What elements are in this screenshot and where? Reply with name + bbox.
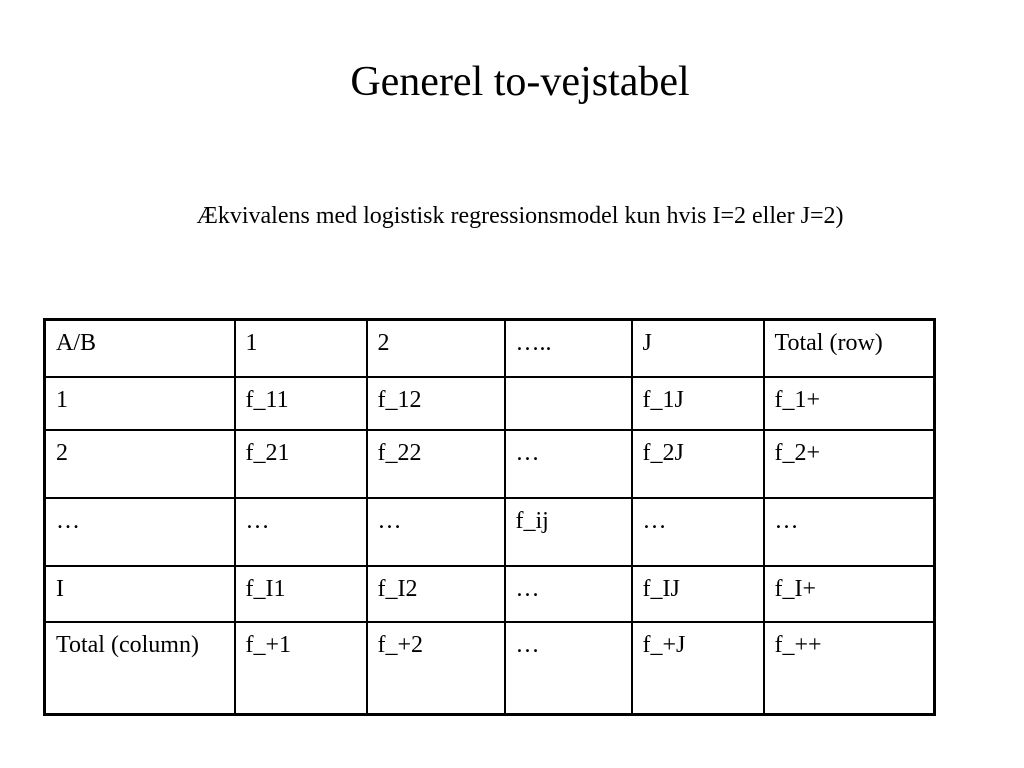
slide-title: Generel to-vejstabel [350,59,690,105]
table-cell: f_1+ [764,377,935,430]
table-cell: f_+1 [235,622,367,715]
table-row [45,430,935,498]
table-cell [505,377,632,430]
slide-subtitle: Ækvivalens med logistisk regressionsmodel kun hvis I=2 eller J=2) [196,203,844,229]
table-row [45,377,935,430]
table-cell: f_12 [367,377,505,430]
table-cell: f_I+ [764,566,935,622]
table-row [45,498,935,566]
table-cell: 2 [367,320,505,378]
table-cell: Total (column) [45,622,235,715]
table-cell: … [367,498,505,566]
table-cell: f_IJ [632,566,764,622]
table-cell: … [764,498,935,566]
table-cell: … [505,430,632,498]
table-cell: ….. [505,320,632,378]
table-header-row [45,320,935,378]
table-cell: A/B [45,320,235,378]
table-cell: f_11 [235,377,367,430]
table-cell: … [235,498,367,566]
table-cell: f_21 [235,430,367,498]
table-cell: I [45,566,235,622]
table-cell: Total (row) [764,320,935,378]
table-cell: … [45,498,235,566]
table-cell: f_I1 [235,566,367,622]
table-cell: f_22 [367,430,505,498]
table-cell: f_1J [632,377,764,430]
table-cell: … [632,498,764,566]
table-cell: 2 [45,430,235,498]
two-way-table [43,318,936,716]
table-cell: f_+J [632,622,764,715]
table-cell: … [505,566,632,622]
table-cell: 1 [235,320,367,378]
table-total-row [45,622,935,715]
table-cell: f_ij [505,498,632,566]
table-cell: f_I2 [367,566,505,622]
table-cell: f_+2 [367,622,505,715]
table-cell: f_++ [764,622,935,715]
table-cell: … [505,622,632,715]
table-cell: f_2J [632,430,764,498]
table-cell: 1 [45,377,235,430]
table-row [45,566,935,622]
table-cell: J [632,320,764,378]
table-cell: f_2+ [764,430,935,498]
